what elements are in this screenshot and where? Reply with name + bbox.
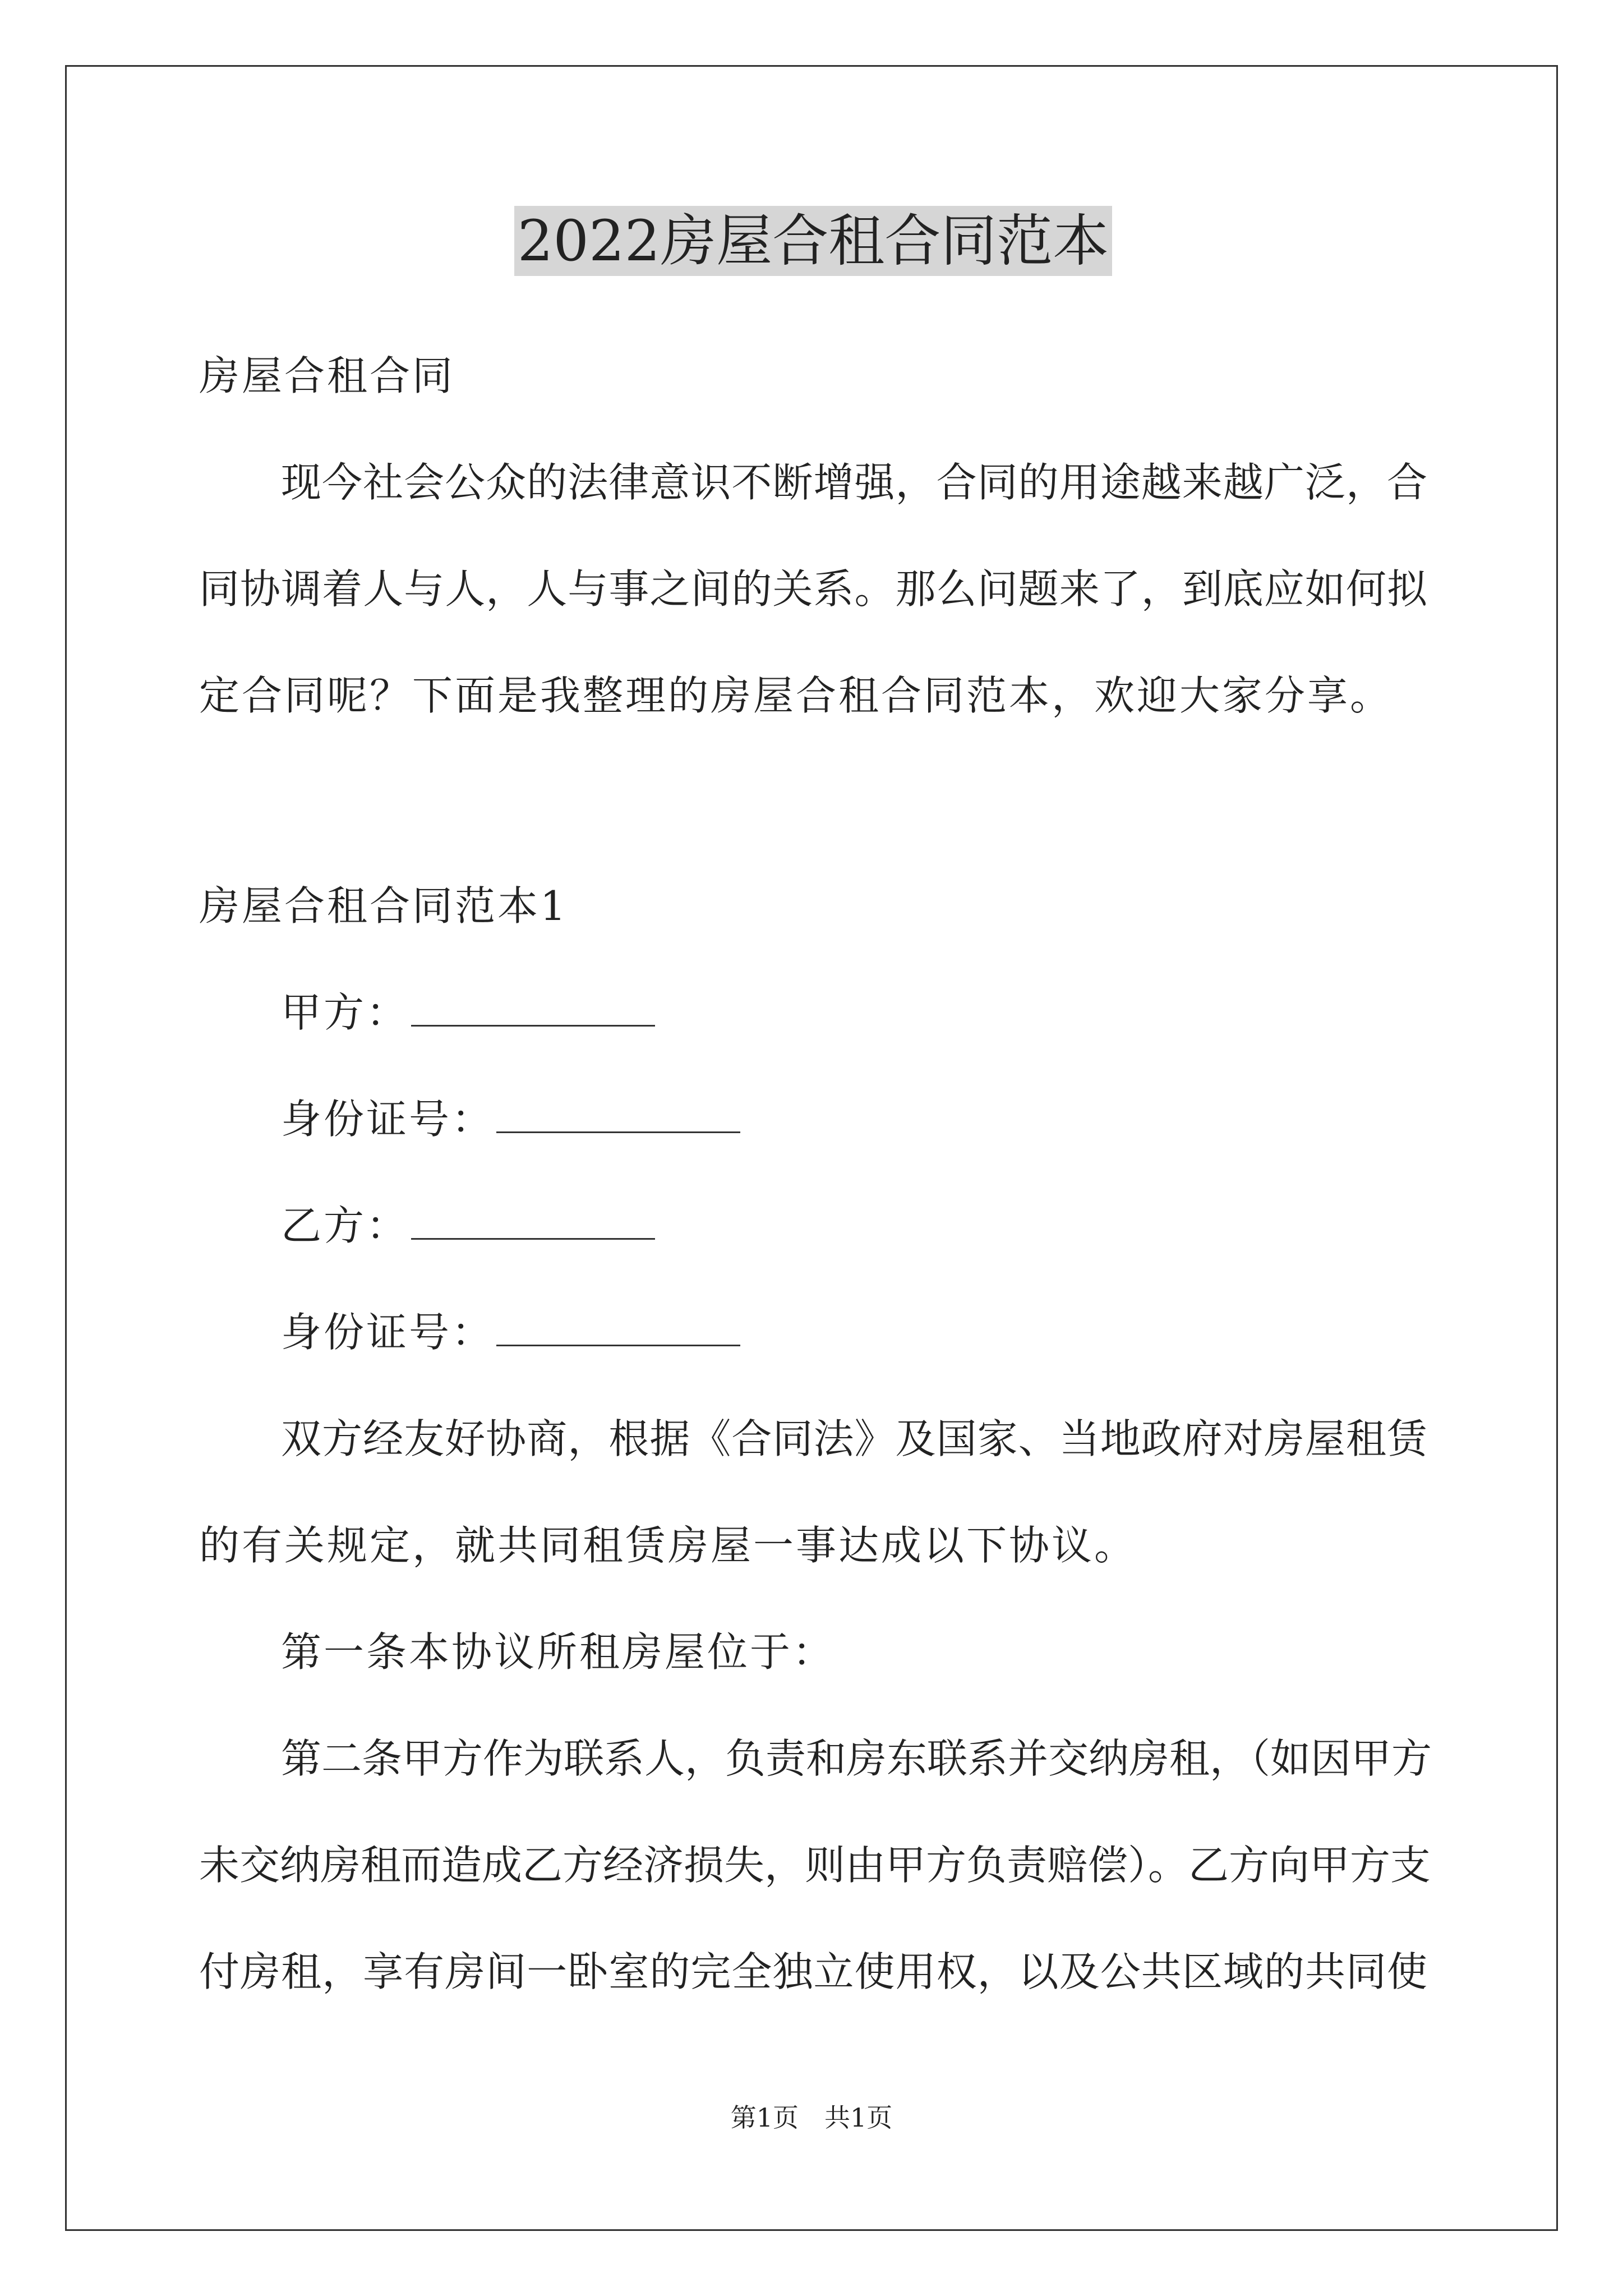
intro-line-3: 定合同呢？下面是我整理的房屋合租合同范本，欢迎大家分享。 [199, 672, 1393, 719]
party-b-field [281, 1198, 655, 1254]
section-heading: 房屋合租合同范本1 [199, 882, 568, 930]
article-2-line-2: 未交纳房租而造成乙方经济损失，则由甲方负责赔偿）。乙方向甲方支 [199, 1842, 1431, 1889]
agreement-line-2: 的有关规定，就共同租赁房屋一事达成以下协议。 [199, 1522, 1137, 1569]
article-1: 第一条本协议所租房屋位于： [281, 1628, 836, 1676]
party-b-blank [411, 1199, 655, 1240]
intro-line-1: 现今社会公众的法律意识不断增强，合同的用途越来越广泛，合 [281, 459, 1427, 506]
party-b-label: 乙方： [281, 1202, 409, 1249]
intro-line-2: 同协调着人与人，人与事之间的关系。那么问题来了，到底应如何拟 [199, 565, 1427, 613]
party-a-id-label: 身份证号： [281, 1096, 495, 1143]
document-subtitle: 房屋合租合同 [199, 352, 455, 399]
agreement-line-1: 双方经友好协商，根据《合同法》及国家、当地政府对房屋租赁 [281, 1415, 1427, 1462]
article-2-line-3: 付房租，享有房间一卧室的完全独立使用权，以及公共区域的共同使 [199, 1948, 1427, 1995]
document-title [199, 202, 1427, 280]
party-a-blank [411, 986, 655, 1027]
party-b-id-label: 身份证号： [281, 1309, 495, 1356]
party-a-field [281, 984, 655, 1041]
party-a-id-blank [496, 1092, 740, 1133]
party-a-label: 甲方： [281, 989, 409, 1036]
article-2-line-1: 第二条甲方作为联系人，负责和房东联系并交纳房租，（如因甲方 [281, 1735, 1432, 1782]
page-footer: 第1页 共1页 [730, 2102, 893, 2133]
party-b-id-blank [496, 1305, 740, 1346]
party-b-id-field [281, 1304, 740, 1360]
document-title-text: 2022房屋合租合同范本 [514, 206, 1113, 276]
party-a-id-field [281, 1091, 740, 1147]
